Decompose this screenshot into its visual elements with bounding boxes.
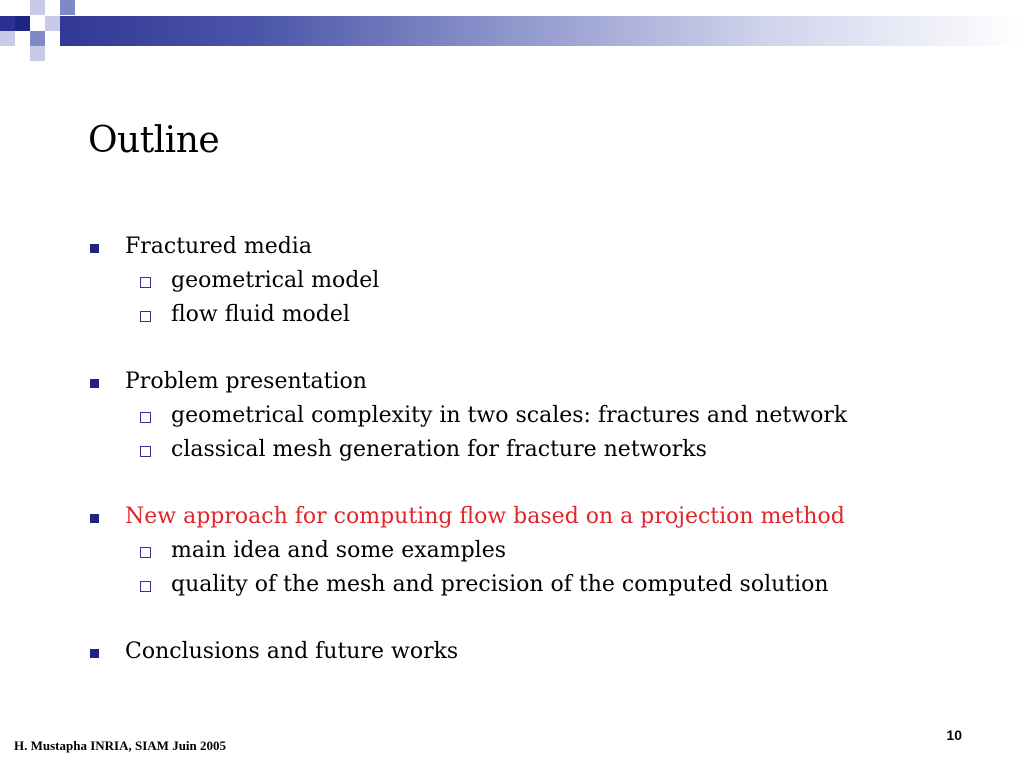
outline-subitem-label: flow fluid model [171, 302, 350, 327]
hollow-square-bullet-icon [140, 311, 151, 322]
outline-subitem [88, 298, 988, 332]
outline-item-fractured-media [88, 230, 988, 264]
outline-subitem [88, 534, 988, 568]
outline-subitem [88, 568, 988, 602]
outline-item-label: Problem presentation [125, 369, 367, 394]
decor-square [30, 31, 45, 46]
outline-item-conclusions [88, 635, 988, 669]
hollow-square-bullet-icon [140, 412, 151, 423]
square-bullet-icon [90, 514, 99, 523]
outline-subitem [88, 264, 988, 298]
outline-subitem-label: main idea and some examples [171, 538, 507, 563]
decor-square [0, 31, 15, 46]
decor-square [15, 16, 30, 31]
square-bullet-icon [90, 649, 99, 658]
outline-item-label: Fractured media [125, 234, 312, 259]
outline-list [88, 230, 988, 669]
outline-subitem-label: geometrical complexity in two scales: fractures and network [171, 403, 848, 428]
outline-item-label: Conclusions and future works [125, 639, 459, 664]
slide-title: Outline [88, 120, 220, 161]
decor-square [30, 16, 45, 31]
decor-square [30, 46, 45, 61]
footer-author: H. Mustapha INRIA, SIAM Juin 2005 [14, 738, 227, 753]
hollow-square-bullet-icon [140, 547, 151, 558]
outline-item-problem-presentation [88, 365, 988, 399]
square-bullet-icon [90, 379, 99, 388]
header-gradient-band [0, 16, 1024, 46]
decor-square [60, 0, 75, 15]
decor-square [45, 16, 60, 31]
outline-subitem-label: geometrical model [171, 268, 380, 293]
outline-item-new-approach [88, 500, 988, 534]
hollow-square-bullet-icon [140, 581, 151, 592]
outline-item-label-highlighted: New approach for computing flow based on a projection method [125, 504, 845, 529]
decor-square [15, 31, 30, 46]
decor-square [45, 31, 60, 46]
page-number: 10 [946, 727, 962, 743]
outline-subitem [88, 399, 988, 433]
decor-square [30, 0, 45, 15]
square-bullet-icon [90, 244, 99, 253]
hollow-square-bullet-icon [140, 277, 151, 288]
hollow-square-bullet-icon [140, 446, 151, 457]
outline-subitem-label: classical mesh generation for fracture networks [171, 437, 707, 462]
outline-subitem-label: quality of the mesh and precision of the computed solution [171, 572, 829, 597]
outline-subitem [88, 433, 988, 467]
